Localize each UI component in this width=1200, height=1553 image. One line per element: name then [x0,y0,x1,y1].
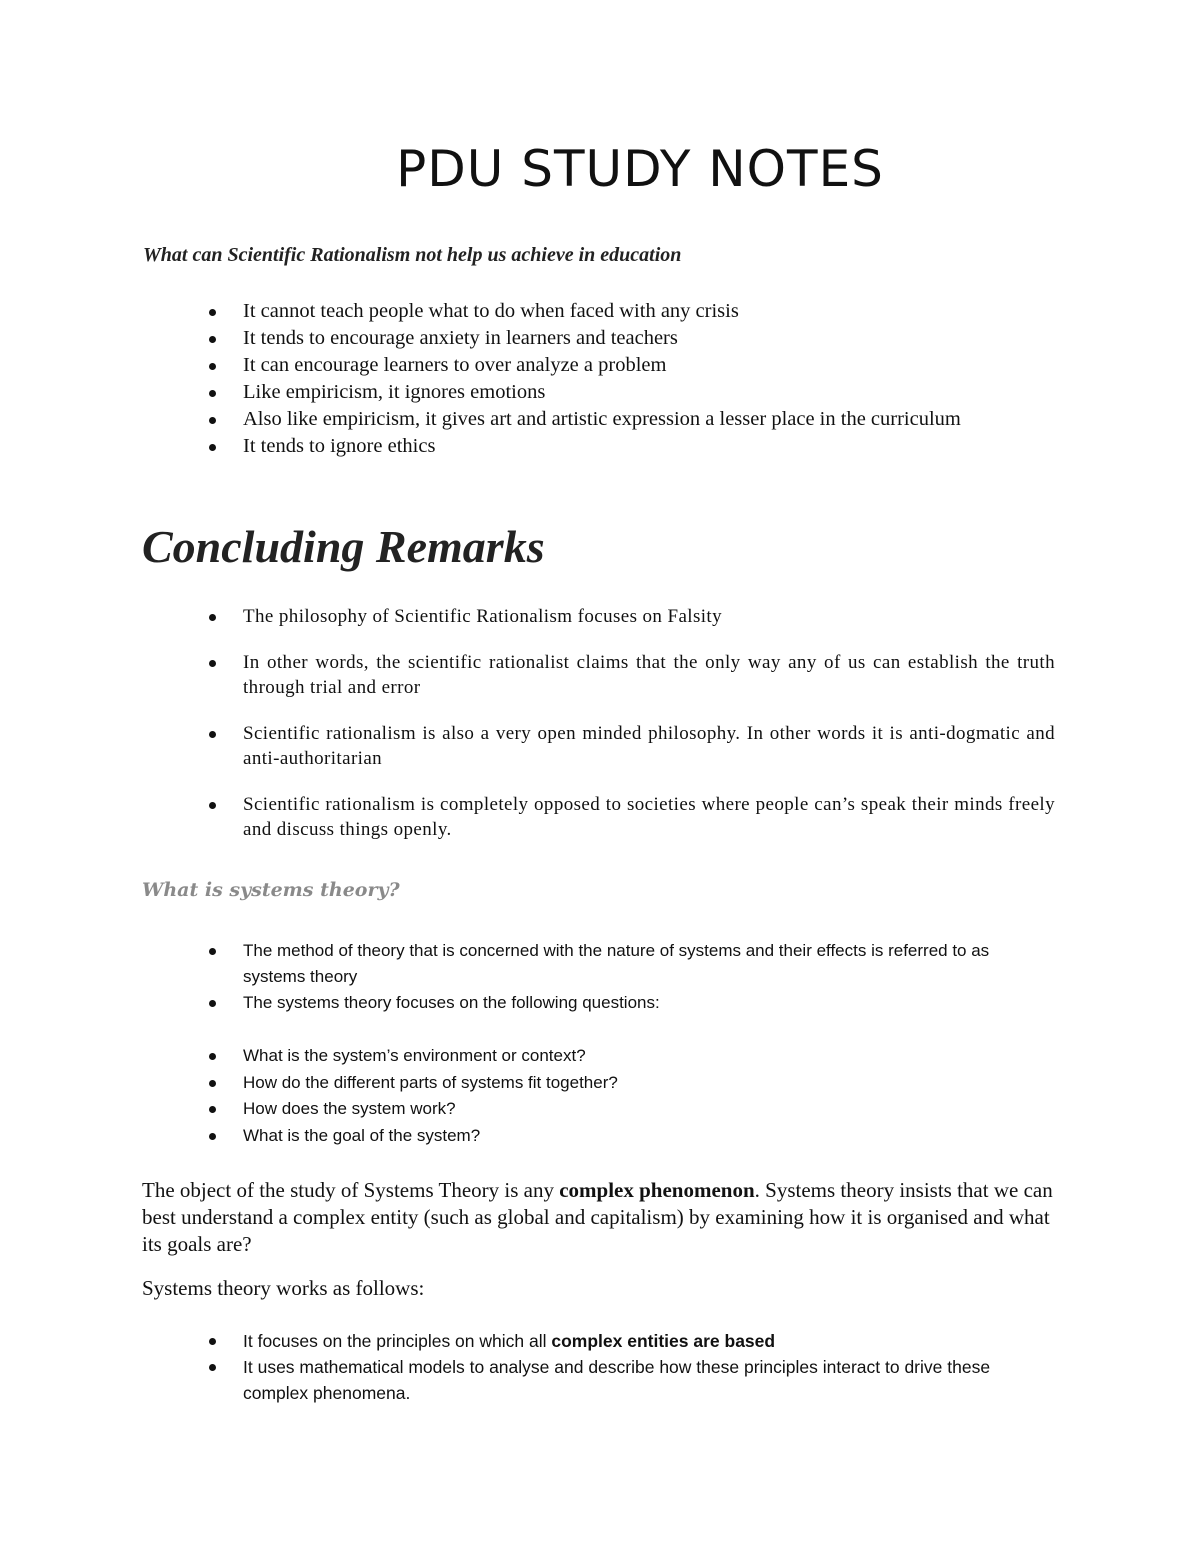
systems-heading: What is systems theory? [142,879,400,901]
list-item: How does the system work? [205,1096,1025,1123]
concluding-points-list [205,604,1055,863]
list-item: What is the system’s environment or context? [205,1043,1025,1070]
list-item: Also like empiricism, it gives art and artistic expression a lesser place in the curriculum [205,406,1085,433]
list-item [205,1328,1055,1354]
list-item: Like empiricism, it ignores emotions [205,379,1085,406]
concluding-heading: Concluding Remarks [142,521,545,572]
systems-points-list [205,938,1025,1016]
list-item: It tends to ignore ethics [205,433,1085,460]
list-item: What is the goal of the system? [205,1123,1025,1150]
works-intro: Systems theory works as follows: [142,1276,425,1300]
list-item: Scientific rationalism is also a very open minded philosophy. In other words it is anti-dogmatic and anti-authoritarian [205,721,1055,771]
question-heading: What can Scientific Rationalism not help us achieve in education [143,244,682,266]
object-paragraph-bold: complex phenomenon [559,1178,755,1202]
list-item: It can encourage learners to over analyze a problem [205,352,1085,379]
document-title: PDU STUDY NOTES [396,140,884,198]
systems-questions-list [205,1043,1025,1149]
list-item: It uses mathematical models to analyse and describe how these principles interact to drive these complex phenomena. [205,1354,1055,1406]
list-item: Scientific rationalism is completely opposed to societies where people can’s speak their minds freely and discuss things openly. [205,792,1055,842]
list-item: The philosophy of Scientific Rationalism focuses on Falsity [205,604,1055,629]
list-item: It tends to encourage anxiety in learners and teachers [205,325,1085,352]
list-item: It cannot teach people what to do when faced with any crisis [205,298,1085,325]
list-item: The method of theory that is concerned with the nature of systems and their effects is referred to as systems theory [205,938,1025,990]
works-points-list [205,1328,1055,1406]
object-paragraph-start: The object of the study of Systems Theory is any [142,1178,560,1202]
works-point-1-text: It focuses on the principles on which all [243,1331,552,1351]
list-item: How do the different parts of systems fit together? [205,1070,1025,1097]
works-point-1-bold: complex entities are based [551,1331,776,1351]
object-paragraph [142,1177,1062,1258]
list-item: In other words, the scientific rationalist claims that the only way any of us can establish the truth through trial and error [205,650,1055,700]
list-item: The systems theory focuses on the following questions: [205,990,1025,1016]
question-points-list [205,298,1085,460]
object-paragraph-end: . Systems theory insists that we can best understand a complex entity (such as global and capitalism) by examining how it is organised and what its goals are? [142,1178,1053,1256]
